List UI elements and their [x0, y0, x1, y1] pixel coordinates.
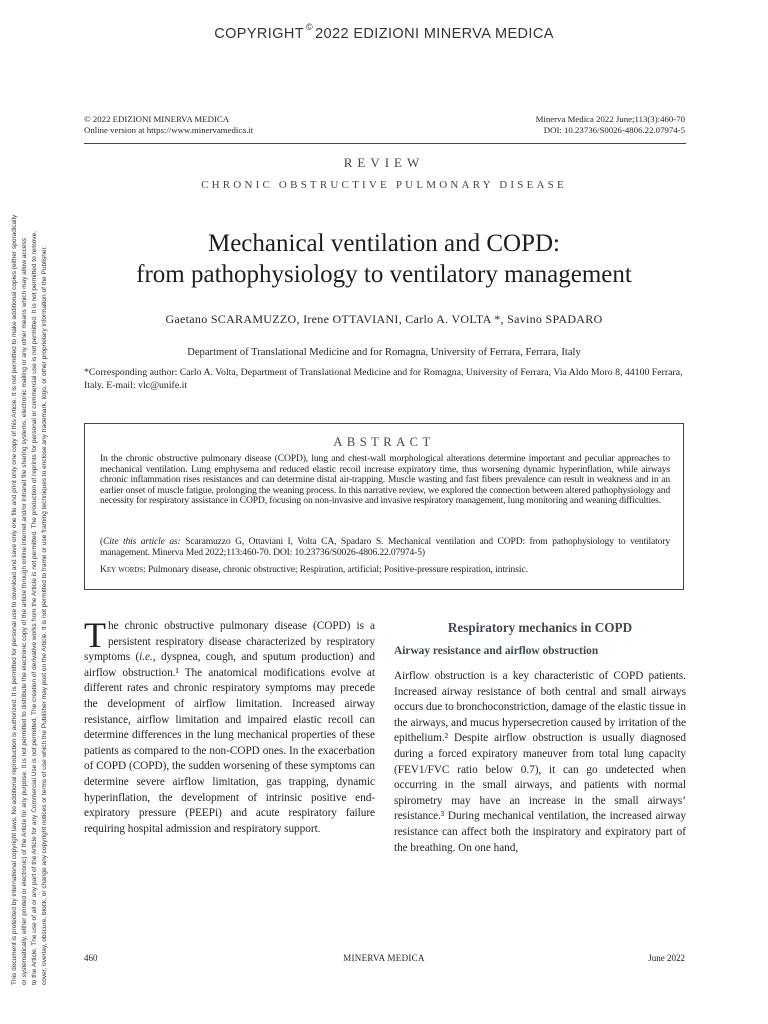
keywords-text: Pulmonary disease, chronic obstructive; Respiration, artificial; Positive-pressure respiration, intrinsic. [147, 564, 528, 575]
header-citation-info [536, 114, 685, 136]
article-type-label: REVIEW [343, 155, 425, 170]
article-section-label: CHRONIC OBSTRUCTIVE PULMONARY DISEASE [201, 179, 567, 191]
footer-journal: MINERVA MEDICA [343, 953, 425, 963]
citation-text: Scaramuzzo G, Ottaviani I, Volta CA, Spadaro S. Mechanical ventilation and COPD: from pathophysiology to ventilatory management. Minerva Med 2022;113:460-70. DOI: 10.23736/S0026-4806.22.07974-5) [100, 536, 670, 558]
copyright-banner: COPYRIGHT © 2022 EDIZIONI MINERVA MEDICA [214, 22, 554, 42]
subsection-heading: Airway resistance and airflow obstruction [394, 645, 599, 657]
body-column-left [84, 615, 375, 837]
corresponding-author: *Corresponding author: Carlo A. Volta, Department of Translational Medicine and for Romagna, University of Ferrara, Via Aldo Moro 8, 44100 Ferrara, Italy. E-mail: vlc@unife.it [84, 367, 683, 391]
section-heading: Respiratory mechanics in COPD [447, 620, 633, 635]
side-notice-line: This document is protected by international copyright laws. No additional reproduction is authorized. It is permitted for personal use to download and save only one file and print only one copy of this Article. It is not permitted to make additional copies (either sporadically [11, 214, 18, 985]
side-notice-line: to the Article. The use of all or any part of the Article for any Commercial Use is not permitted. The creation of derivative works from the Article is not permitted. The production of reprints for personal or commercial use is not permitted. It is not permitted to remove, [31, 231, 38, 985]
abstract-box [84, 423, 684, 590]
side-notice-line: cover, overlay, obscure, block, or change any copyright notices or terms of use which the Publisher may post on the Article. It is not permitted to frame or use framing techniques to enclose any trademark, logo, or other proprietary information of the Publisher. [41, 245, 48, 985]
keywords [100, 564, 670, 575]
affiliation: Department of Translational Medicine and for Romagna, University of Ferrara, Ferrara, Italy [187, 347, 581, 358]
header-copyright: © 2022 EDIZIONI MINERVA MEDICA [84, 114, 230, 124]
citation-label: Cite this article as: [103, 536, 181, 547]
keywords-label: Key words: [100, 564, 146, 575]
citation-note: (Cite this article as: Scaramuzzo G, Ottaviani I, Volta CA, Spadaro S. Mechanical ventilation and COPD: from pathophysiology to ventilatory management. Minerva Med 2022;113:460-70. DOI: 10.23736/S0026-4806.22.07974-5) [100, 536, 670, 558]
page-number: 460 [84, 953, 98, 963]
intro-paragraph-italic: i.e., [139, 651, 156, 664]
footer-date: June 2022 [648, 953, 685, 963]
header-online-version: Online version at https://www.minervamedica.it [84, 125, 254, 135]
author-list: Gaetano SCARAMUZZO, Irene OTTAVIANI, Carlo A. VOLTA *, Savino SPADARO [165, 312, 603, 326]
intro-paragraph-start: he chronic obstructive pulmonary disease (COPD) is a persistent respiratory disease characterized by respiratory symptoms ( [84, 620, 375, 664]
header-doi: DOI: 10.23736/S0026-4806.22.07974-5 [543, 125, 685, 135]
drop-cap: T [84, 615, 106, 655]
article-title-line: from pathophysiology to ventilatory management [136, 261, 632, 288]
header-divider [84, 143, 686, 144]
header-journal-issue: Minerva Medica 2022 June;113(3):460-70 [535, 114, 685, 124]
abstract-heading: ABSTRACT [333, 435, 435, 449]
intro-paragraph-rest: dyspnea, cough, and sputum production) and airflow obstruction.¹ The anatomical modifications evolve at different rates and chronic respiratory symptoms may precede the development of airflow limitation. Increased airway resistance, airflow limitation and impaired elastic recoil can determine differences in the lung mechanical properties of these patients as compared to the non-COPD ones. In the exacerbation of COPD (COPD), the sudden worsening of these symptoms can determine severe airflow limitation, gas trapping, dynamic hyperinflation, the development of intrinsic positive end-expiratory pressure (PEEPi) and acute respiratory failure requiring hospital admission and respiratory support. [84, 651, 375, 835]
article-title [0, 228, 768, 290]
abstract-text: In the chronic obstructive pulmonary disease (COPD), lung and chest-wall morphological alterations determine important and peculiar approaches to mechanical ventilation. Lung emphysema and reduced elastic recoil increase expiratory time, thus worsening dynamic hyperinflation, while airways chronic inflammation rises resistances and can determine distal air-trapping. Muscle wasting and fast fibers prevalence can result in weakness and in an earlier onset of muscle fatigue, prolonging the weaning process. In this narrative review, we explored the connection between altered pathophysiology and necessity for respiratory assistance in COPD, focusing on non-invasive and invasive respiratory management, lung monitoring and weaning difficulties. [100, 453, 670, 507]
body-column-right: Airflow obstruction is a key characteristic of COPD patients. Increased airway resistance of both central and small airways occurs due to bronchoconstriction, damage of the elastic tissue in the airways, and mucus hypersecretion caused by irritation of the epithelium.² Despite airflow obstruction is usually diagnosed during a forced expiratory maneuver from total lung capacity (FEV1/FVC ratio below 0.7), it can go undetected when occurring in the small airways, and patients with normal spirometry may have an increase in the small airways’ resistance.³ During mechanical ventilation, the increased airway resistance can affect both the inspiratory and expiratory part of the breathing. On one hand, [394, 670, 686, 854]
article-title-line: Mechanical ventilation and COPD: [207, 230, 560, 257]
header-publisher-info [84, 114, 253, 136]
side-notice-line: or systematically, either printed or electronic) of the Article for any purpose. It is not permitted to distribute the electronic copy of the article through online internet and/or intranet file sharing systems, electronic mailing or any other means which may allow access [21, 237, 28, 985]
